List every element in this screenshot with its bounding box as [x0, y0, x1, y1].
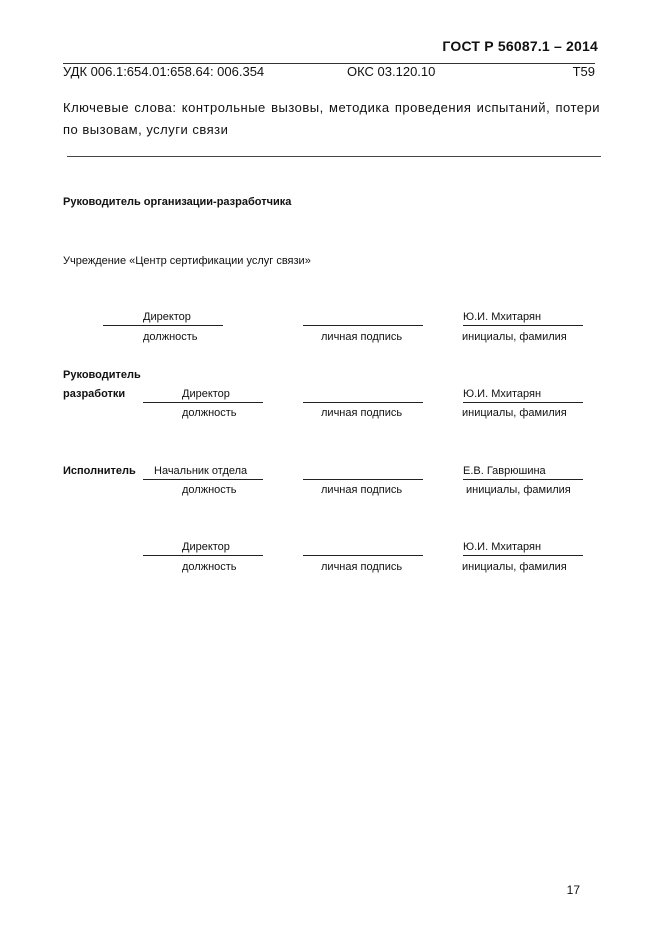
org-head-title: Руководитель организации-разработчика — [63, 196, 292, 208]
signature-line — [303, 388, 423, 403]
name-caption: инициалы, фамилия — [462, 561, 567, 573]
position-line — [143, 388, 263, 403]
position-value: Директор — [182, 388, 230, 400]
position-value: Начальник отдела — [154, 465, 248, 477]
position-line — [143, 465, 263, 480]
name-caption: инициалы, фамилия — [466, 484, 571, 496]
divider — [67, 156, 601, 157]
keywords: Ключевые слова: контрольные вызовы, методика проведения испытаний, потери по вызовам, услуги связи — [63, 100, 600, 137]
name-caption: инициалы, фамилия — [462, 407, 567, 419]
signature-line — [303, 465, 423, 480]
position-line — [143, 541, 263, 556]
signature-line — [303, 311, 423, 326]
oks-code: ОКС 03.120.10 — [347, 64, 436, 79]
position-caption: должность — [143, 331, 198, 343]
block-label-1: Руководитель — [63, 369, 141, 381]
position-value: Директор — [143, 311, 191, 323]
institution-name: Учреждение «Центр сертификации услуг связи» — [63, 255, 311, 267]
position-line — [103, 311, 223, 326]
position-caption: должность — [182, 561, 237, 573]
block-label-2: разработки — [63, 388, 126, 400]
standard-designation: ГОСТ Р 56087.1 – 2014 — [442, 38, 598, 54]
position-value: Директор — [182, 541, 230, 553]
signature-caption: личная подпись — [321, 561, 403, 573]
name-line — [463, 311, 583, 326]
name-value: Ю.И. Мхитарян — [463, 541, 542, 553]
udk-code: УДК 006.1:654.01:658.64: 006.354 — [63, 64, 265, 79]
name-line — [463, 465, 583, 480]
block-label-2: Исполнитель — [63, 465, 136, 477]
page-number: 17 — [566, 883, 580, 897]
name-value: Е.В. Гаврюшина — [463, 465, 546, 477]
signature-caption: личная подпись — [321, 331, 403, 343]
name-value: Ю.И. Мхитарян — [463, 388, 542, 400]
signature-caption: личная подпись — [321, 407, 403, 419]
group-code: Т59 — [572, 64, 595, 79]
signature-caption: личная подпись — [321, 484, 403, 496]
signature-line — [303, 541, 423, 556]
position-caption: должность — [182, 484, 237, 496]
classification-row — [63, 63, 595, 80]
name-caption: инициалы, фамилия — [462, 331, 567, 343]
name-line — [463, 541, 583, 556]
name-value: Ю.И. Мхитарян — [463, 311, 542, 323]
name-line — [463, 388, 583, 403]
position-caption: должность — [182, 407, 237, 419]
